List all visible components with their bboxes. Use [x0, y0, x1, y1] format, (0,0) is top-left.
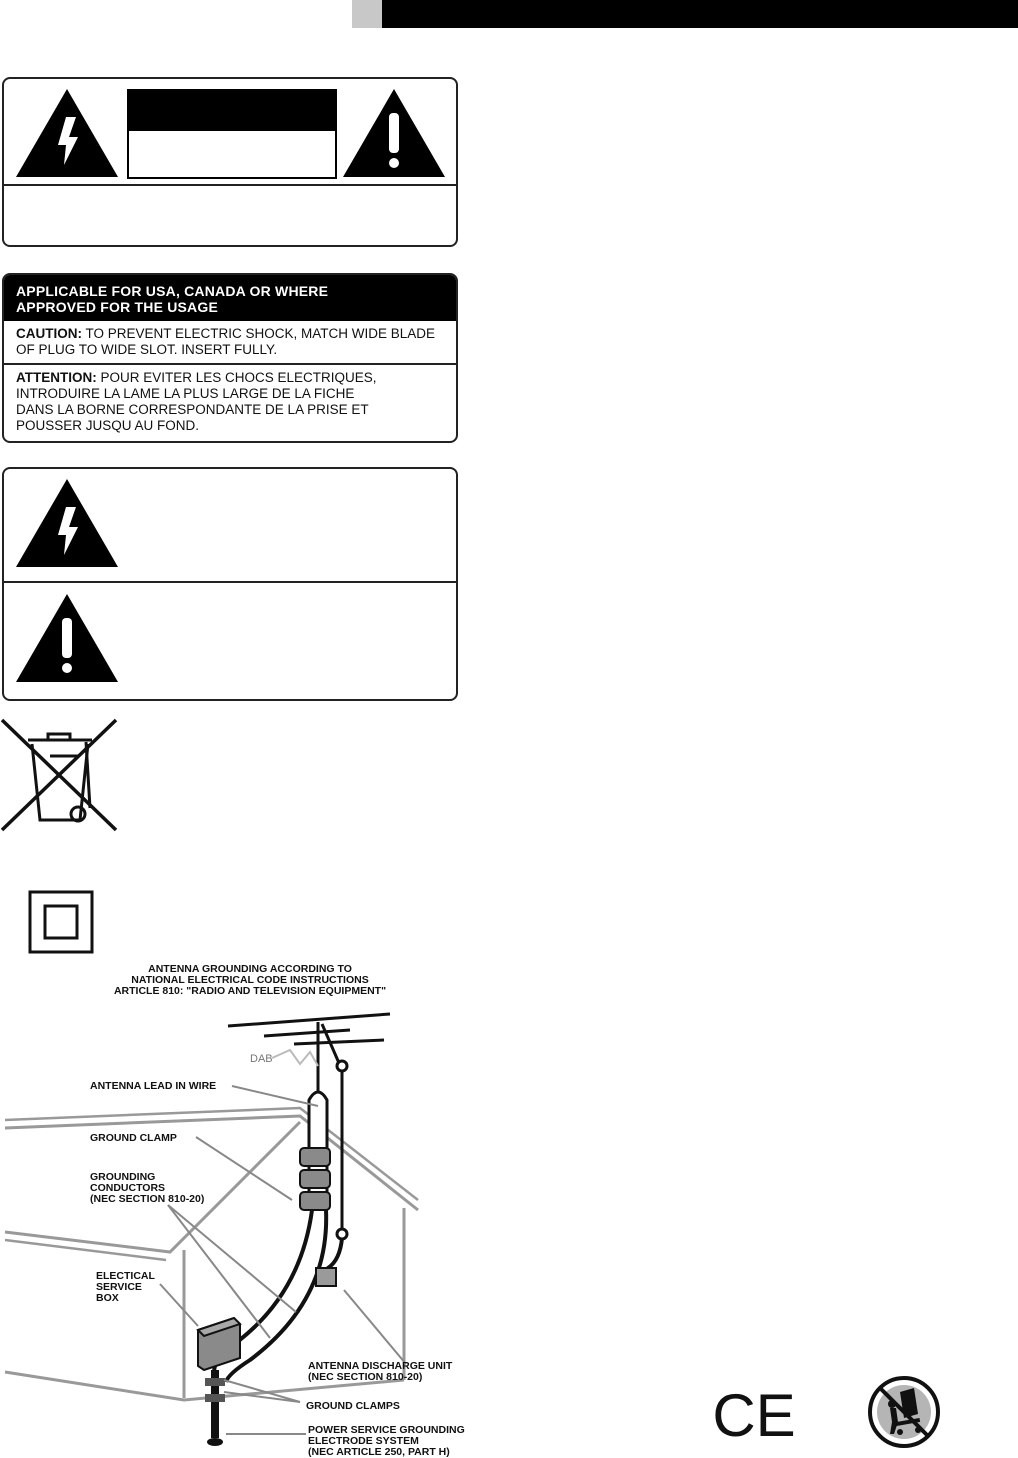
label-ground-clamp: GROUND CLAMP: [90, 1132, 177, 1144]
dab-aerial: [272, 1050, 318, 1066]
weee-crossed-bin-icon: [0, 716, 118, 832]
exclamation-warning-icon: [341, 87, 447, 179]
attention-section: [4, 363, 456, 439]
mast: [300, 1092, 330, 1210]
ce-mark-text: CE: [712, 1382, 796, 1449]
caution-panel-divider: [2, 184, 456, 186]
diagram-title-line-1: ANTENNA GROUNDING ACCORDING TO: [148, 963, 352, 975]
label-electrical-service-box: ELECTICAL SERVICE BOX: [96, 1270, 155, 1304]
diagram-title: [100, 964, 400, 997]
caution-label-box-header: [127, 89, 337, 131]
heading-line-1: APPLICABLE FOR USA, CANADA OR WHERE: [16, 283, 329, 299]
attention-line-1: POUR EVITER LES CHOCS ELECTRIQUES,: [96, 370, 377, 385]
caution-line-1: TO PREVENT ELECTRIC SHOCK, MATCH WIDE BLADE: [82, 326, 436, 341]
lightning-warning-icon: [14, 87, 120, 179]
attention-line-2: INTRODUIRE LA LAME LA PLUS LARGE DE LA FICHE: [16, 386, 355, 401]
electrical-service-box: [198, 1318, 240, 1370]
attention-line-3: DANS LA BORNE CORRESPONDANTE DE LA PRISE ET: [16, 402, 369, 417]
header-bar: [382, 0, 1018, 28]
heading-line-2: APPROVED FOR THE USAGE: [16, 299, 218, 315]
diagram-title-line-2: NATIONAL ELECTRICAL CODE INSTRUCTIONS: [131, 974, 369, 986]
class-ii-double-insulation-icon: [28, 890, 94, 954]
label-ground-clamps: GROUND CLAMPS: [306, 1400, 400, 1412]
attention-line-4: POUSSER JUSQU AU FOND.: [16, 418, 200, 433]
plug-panel-heading: [4, 275, 456, 321]
label-antenna-lead-in-wire: ANTENNA LEAD IN WIRE: [90, 1080, 217, 1092]
exclamation-warning-icon: [14, 592, 120, 684]
dab-label: DAB: [250, 1053, 273, 1065]
cart-tip-over-warning-icon: [866, 1374, 942, 1450]
diagram-title-line-3: ARTICLE 810: "RADIO AND TELEVISION EQUIPMENT": [113, 985, 387, 997]
caution-section: [4, 321, 456, 363]
label-grounding-electrode-system: POWER SERVICE GROUNDING ELECTRODE SYSTEM (NEC ARTICLE 250, PART H): [308, 1424, 465, 1458]
header-accent-block: [352, 0, 382, 28]
antenna-grounding-diagram: [0, 1000, 480, 1458]
caution-label: CAUTION:: [16, 326, 82, 341]
plug-polarity-panel: [2, 273, 458, 443]
grounding-electrode-rod: [205, 1370, 225, 1446]
lightning-warning-icon: [14, 477, 120, 569]
label-grounding-conductors: GROUNDING CONDUCTORS (NEC SECTION 810-20): [90, 1171, 205, 1205]
caution-line-2: OF PLUG TO WIDE SLOT. INSERT FULLY.: [16, 342, 278, 357]
antenna-discharge-unit: [316, 1268, 336, 1286]
label-antenna-discharge-unit: ANTENNA DISCHARGE UNIT (NEC SECTION 810-20): [308, 1360, 453, 1383]
attention-label: ATTENTION:: [16, 370, 97, 385]
symbol-panel-divider: [2, 581, 456, 583]
ce-mark-icon: [712, 1382, 796, 1449]
